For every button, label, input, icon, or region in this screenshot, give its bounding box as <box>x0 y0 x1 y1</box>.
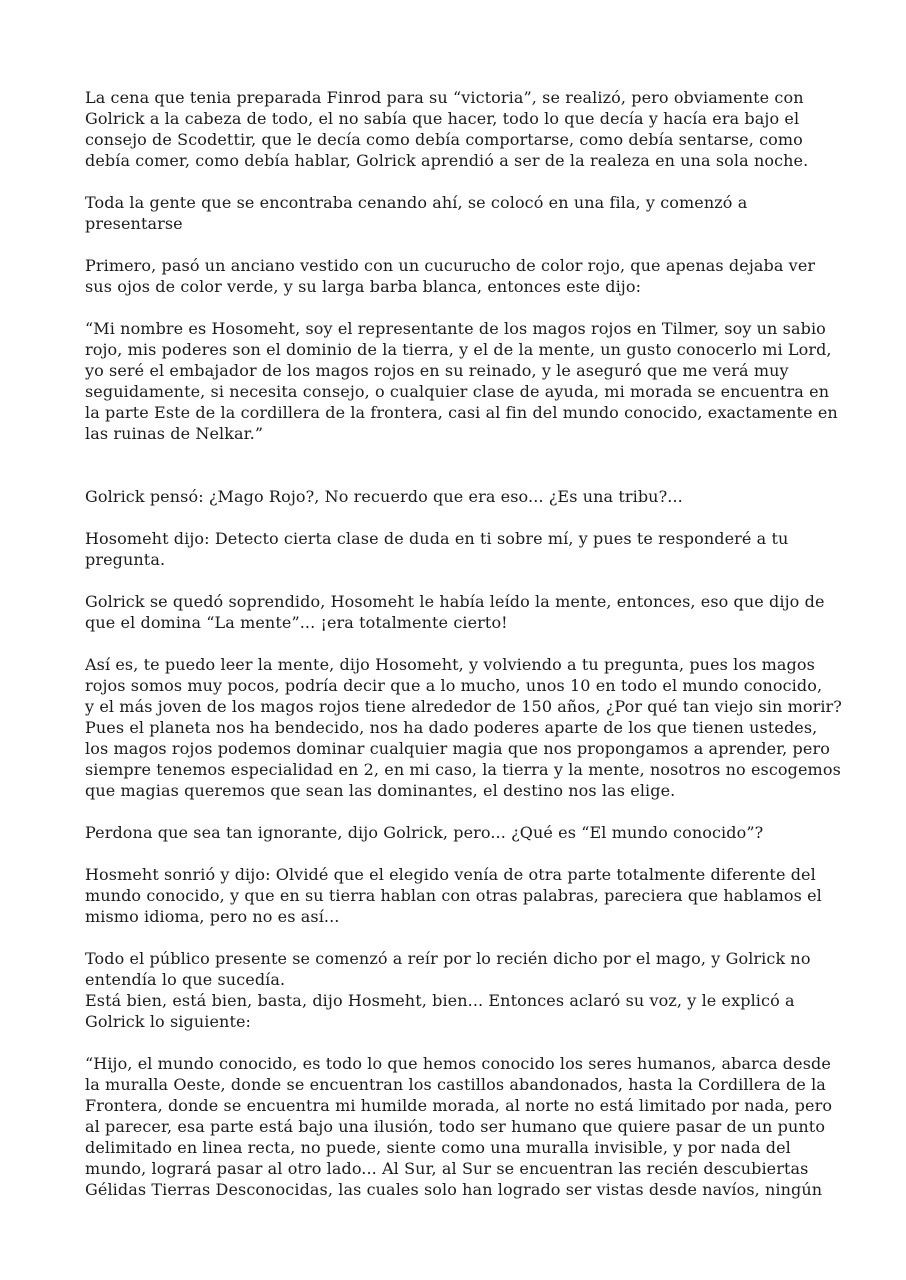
text-line: Golrick a la cabeza de todo, el no sabía que hacer, todo lo que decía y hacía era bajo el <box>85 109 800 128</box>
paragraph <box>85 255 822 297</box>
text-line: La cena que tenia preparada Finrod para su “victoria”, se realizó, pero obviamente con <box>85 88 804 107</box>
text-line: entendía lo que sucedía. <box>85 970 286 989</box>
text-line: “Mi nombre es Hosomeht, soy el representante de los magos rojos en Tilmer, soy un sabio <box>85 319 826 338</box>
text-line: Gélidas Tierras Desconocidas, las cuales solo han logrado ser vistas desde navíos, ningún <box>85 1180 823 1199</box>
text-line: Así es, te puedo leer la mente, dijo Hosomeht, y volviendo a tu pregunta, pues los magos <box>85 655 815 674</box>
text-line: delimitado en linea recta, no puede, siente como una muralla invisible, y por nada del <box>85 1138 791 1157</box>
paragraph <box>85 318 838 444</box>
text-line: la muralla Oeste, donde se encuentran los castillos abandonados, hasta la Cordillera de la <box>85 1075 826 1094</box>
text-line: y el más joven de los magos rojos tiene alrededor de 150 años, ¿Por qué tan viejo sin morir? <box>85 697 842 716</box>
paragraph <box>85 654 842 801</box>
text-line: mismo idioma, pero no es así... <box>85 907 340 926</box>
text-line: al parecer, esa parte está bajo una ilusión, todo ser humano que quiere pasar de un punto <box>85 1117 826 1136</box>
text-line: Frontera, donde se encuentra mi humilde morada, al norte no está limitado por nada, pero <box>85 1096 833 1115</box>
text-line: Golrick lo siguiente: <box>85 1012 252 1031</box>
text-line: Hosmeht sonrió y dijo: Olvidé que el elegido venía de otra parte totalmente diferente del <box>85 865 816 884</box>
text-line: rojo, mis poderes son el dominio de la tierra, y el de la mente, un gusto conocerlo mi Lord, <box>85 340 832 359</box>
text-line: sus ojos de color verde, y su larga barba blanca, entonces este dijo: <box>85 277 642 296</box>
text-line: rojos somos muy pocos, podría decir que a lo mucho, unos 10 en todo el mundo conocido, <box>85 676 823 695</box>
text-line: Pues el planeta nos ha bendecido, nos ha dado poderes aparte de los que tienen ustedes, <box>85 718 818 737</box>
text-line: Toda la gente que se encontraba cenando ahí, se colocó en una fila, y comenzó a <box>85 193 748 212</box>
story-text <box>85 87 842 1200</box>
text-line: siempre tenemos especialidad en 2, en mi caso, la tierra y la mente, nosotros no escogemos <box>85 760 841 779</box>
text-line: Golrick se quedó soprendido, Hosomeht le había leído la mente, entonces, eso que dijo de <box>85 592 825 611</box>
paragraph <box>85 528 822 570</box>
text-line: “Hijo, el mundo conocido, es todo lo que hemos conocido los seres humanos, abarca desde <box>85 1054 831 1073</box>
text-line: la parte Este de la cordillera de la frontera, casi al fin del mundo conocido, exactamente en <box>85 403 838 422</box>
paragraph <box>85 864 822 927</box>
text-line: que el domina “La mente”... ¡era totalmente cierto! <box>85 613 508 632</box>
text-line: consejo de Scodettir, que le decía como debía comportarse, como debía sentarse, como <box>85 130 803 149</box>
text-line: Todo el público presente se comenzó a reír por lo recién dicho por el mago, y Golrick no <box>85 949 811 968</box>
text-line: pregunta. <box>85 550 166 569</box>
text-line: Está bien, está bien, basta, dijo Hosmeht, bien... Entonces aclaró su voz, y le explicó a <box>85 991 795 1010</box>
text-line: las ruinas de Nelkar.” <box>85 424 264 443</box>
text-line: debía comer, como debía hablar, Golrick aprendió a ser de la realeza en una sola noche. <box>85 151 809 170</box>
text-line: Golrick pensó: ¿Mago Rojo?, No recuerdo que era eso... ¿Es una tribu?... <box>85 487 683 506</box>
text-line: mundo, logrará pasar al otro lado... Al Sur, al Sur se encuentran las recién descubiertas <box>85 1159 809 1178</box>
text-line: presentarse <box>85 214 183 233</box>
paragraph <box>85 192 822 234</box>
paragraph <box>85 1053 833 1200</box>
paragraph <box>85 591 825 633</box>
text-line: Hosomeht dijo: Detecto cierta clase de duda en ti sobre mí, y pues te responderé a tu <box>85 529 789 548</box>
text-line: yo seré el embajador de los magos rojos en su reinado, y le aseguró que me verá muy <box>85 361 789 380</box>
text-line: Primero, pasó un anciano vestido con un cucurucho de color rojo, que apenas dejaba ver <box>85 256 816 275</box>
text-line: Perdona que sea tan ignorante, dijo Golrick, pero... ¿Qué es “El mundo conocido”? <box>85 823 764 842</box>
paragraph <box>85 948 822 1032</box>
paragraph <box>85 822 822 843</box>
text-line: seguidamente, si necesita consejo, o cualquier clase de ayuda, mi morada se encuentra en <box>85 382 830 401</box>
text-line: que magias queremos que sean las dominantes, el destino nos las elige. <box>85 781 676 800</box>
paragraph <box>85 486 822 507</box>
text-line: los magos rojos podemos dominar cualquier magia que nos propongamos a aprender, pero <box>85 739 830 758</box>
text-line: mundo conocido, y que en su tierra hablan con otras palabras, pareciera que hablamos el <box>85 886 822 905</box>
paragraph <box>85 87 822 171</box>
